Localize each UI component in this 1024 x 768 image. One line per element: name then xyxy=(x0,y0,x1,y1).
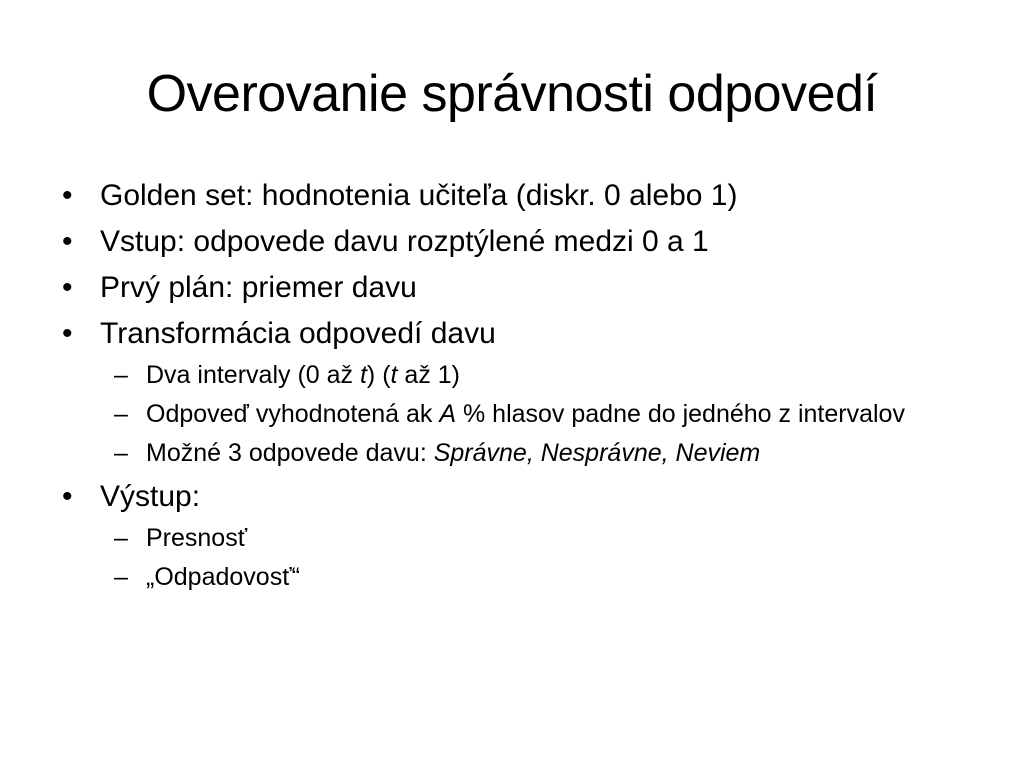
bullet-text: Transformácia odpovedí davu xyxy=(100,317,496,350)
sub-bullet-mozne-odpovede xyxy=(60,438,960,469)
bullet-text: Prvý plán: priemer davu xyxy=(100,271,417,304)
bullet-vystup xyxy=(60,479,960,515)
sub-bullet-text: Dva intervaly (0 až t) (t až 1) xyxy=(146,361,461,389)
bullet-text: Vstup: odpovede davu rozptýlené medzi 0 a 1 xyxy=(100,225,709,258)
sub-bullet-presnost xyxy=(60,523,960,554)
bullet-text: Golden set: hodnotenia učiteľa (diskr. 0 alebo 1) xyxy=(100,179,738,212)
bullet-vstup xyxy=(60,224,960,260)
dash-icon: – xyxy=(114,439,128,467)
sub-bullet-odpoved-vyhodnotena xyxy=(60,399,946,430)
bullet-icon: • xyxy=(62,480,73,513)
slide-title: Overovanie správnosti odpovedí xyxy=(146,65,878,123)
bullet-icon: • xyxy=(62,317,73,350)
sub-bullet-text: Odpoveď vyhodnotená ak A % hlasov padne do jedného z intervalov xyxy=(146,400,905,428)
bullet-icon: • xyxy=(62,179,73,212)
bullet-icon: • xyxy=(62,271,73,304)
bullet-text: Výstup: xyxy=(100,480,201,513)
bullet-transformacia xyxy=(60,316,960,352)
bullet-icon: • xyxy=(62,225,73,258)
sub-bullet-text: „Odpadovosť“ xyxy=(146,563,300,591)
bullet-prvy-plan xyxy=(60,270,960,306)
slide-content xyxy=(60,178,960,603)
sub-bullet-text: Presnosť xyxy=(146,524,248,552)
sub-bullet-dva-intervaly xyxy=(60,360,960,391)
dash-icon: – xyxy=(114,400,128,428)
sub-bullet-odpadovost xyxy=(60,562,960,593)
bullet-golden-set xyxy=(60,178,960,214)
dash-icon: – xyxy=(114,361,128,389)
dash-icon: – xyxy=(114,563,128,591)
sub-bullet-text: Možné 3 odpovede davu: Správne, Nesprávne, Neviem xyxy=(146,439,761,467)
dash-icon: – xyxy=(114,524,128,552)
